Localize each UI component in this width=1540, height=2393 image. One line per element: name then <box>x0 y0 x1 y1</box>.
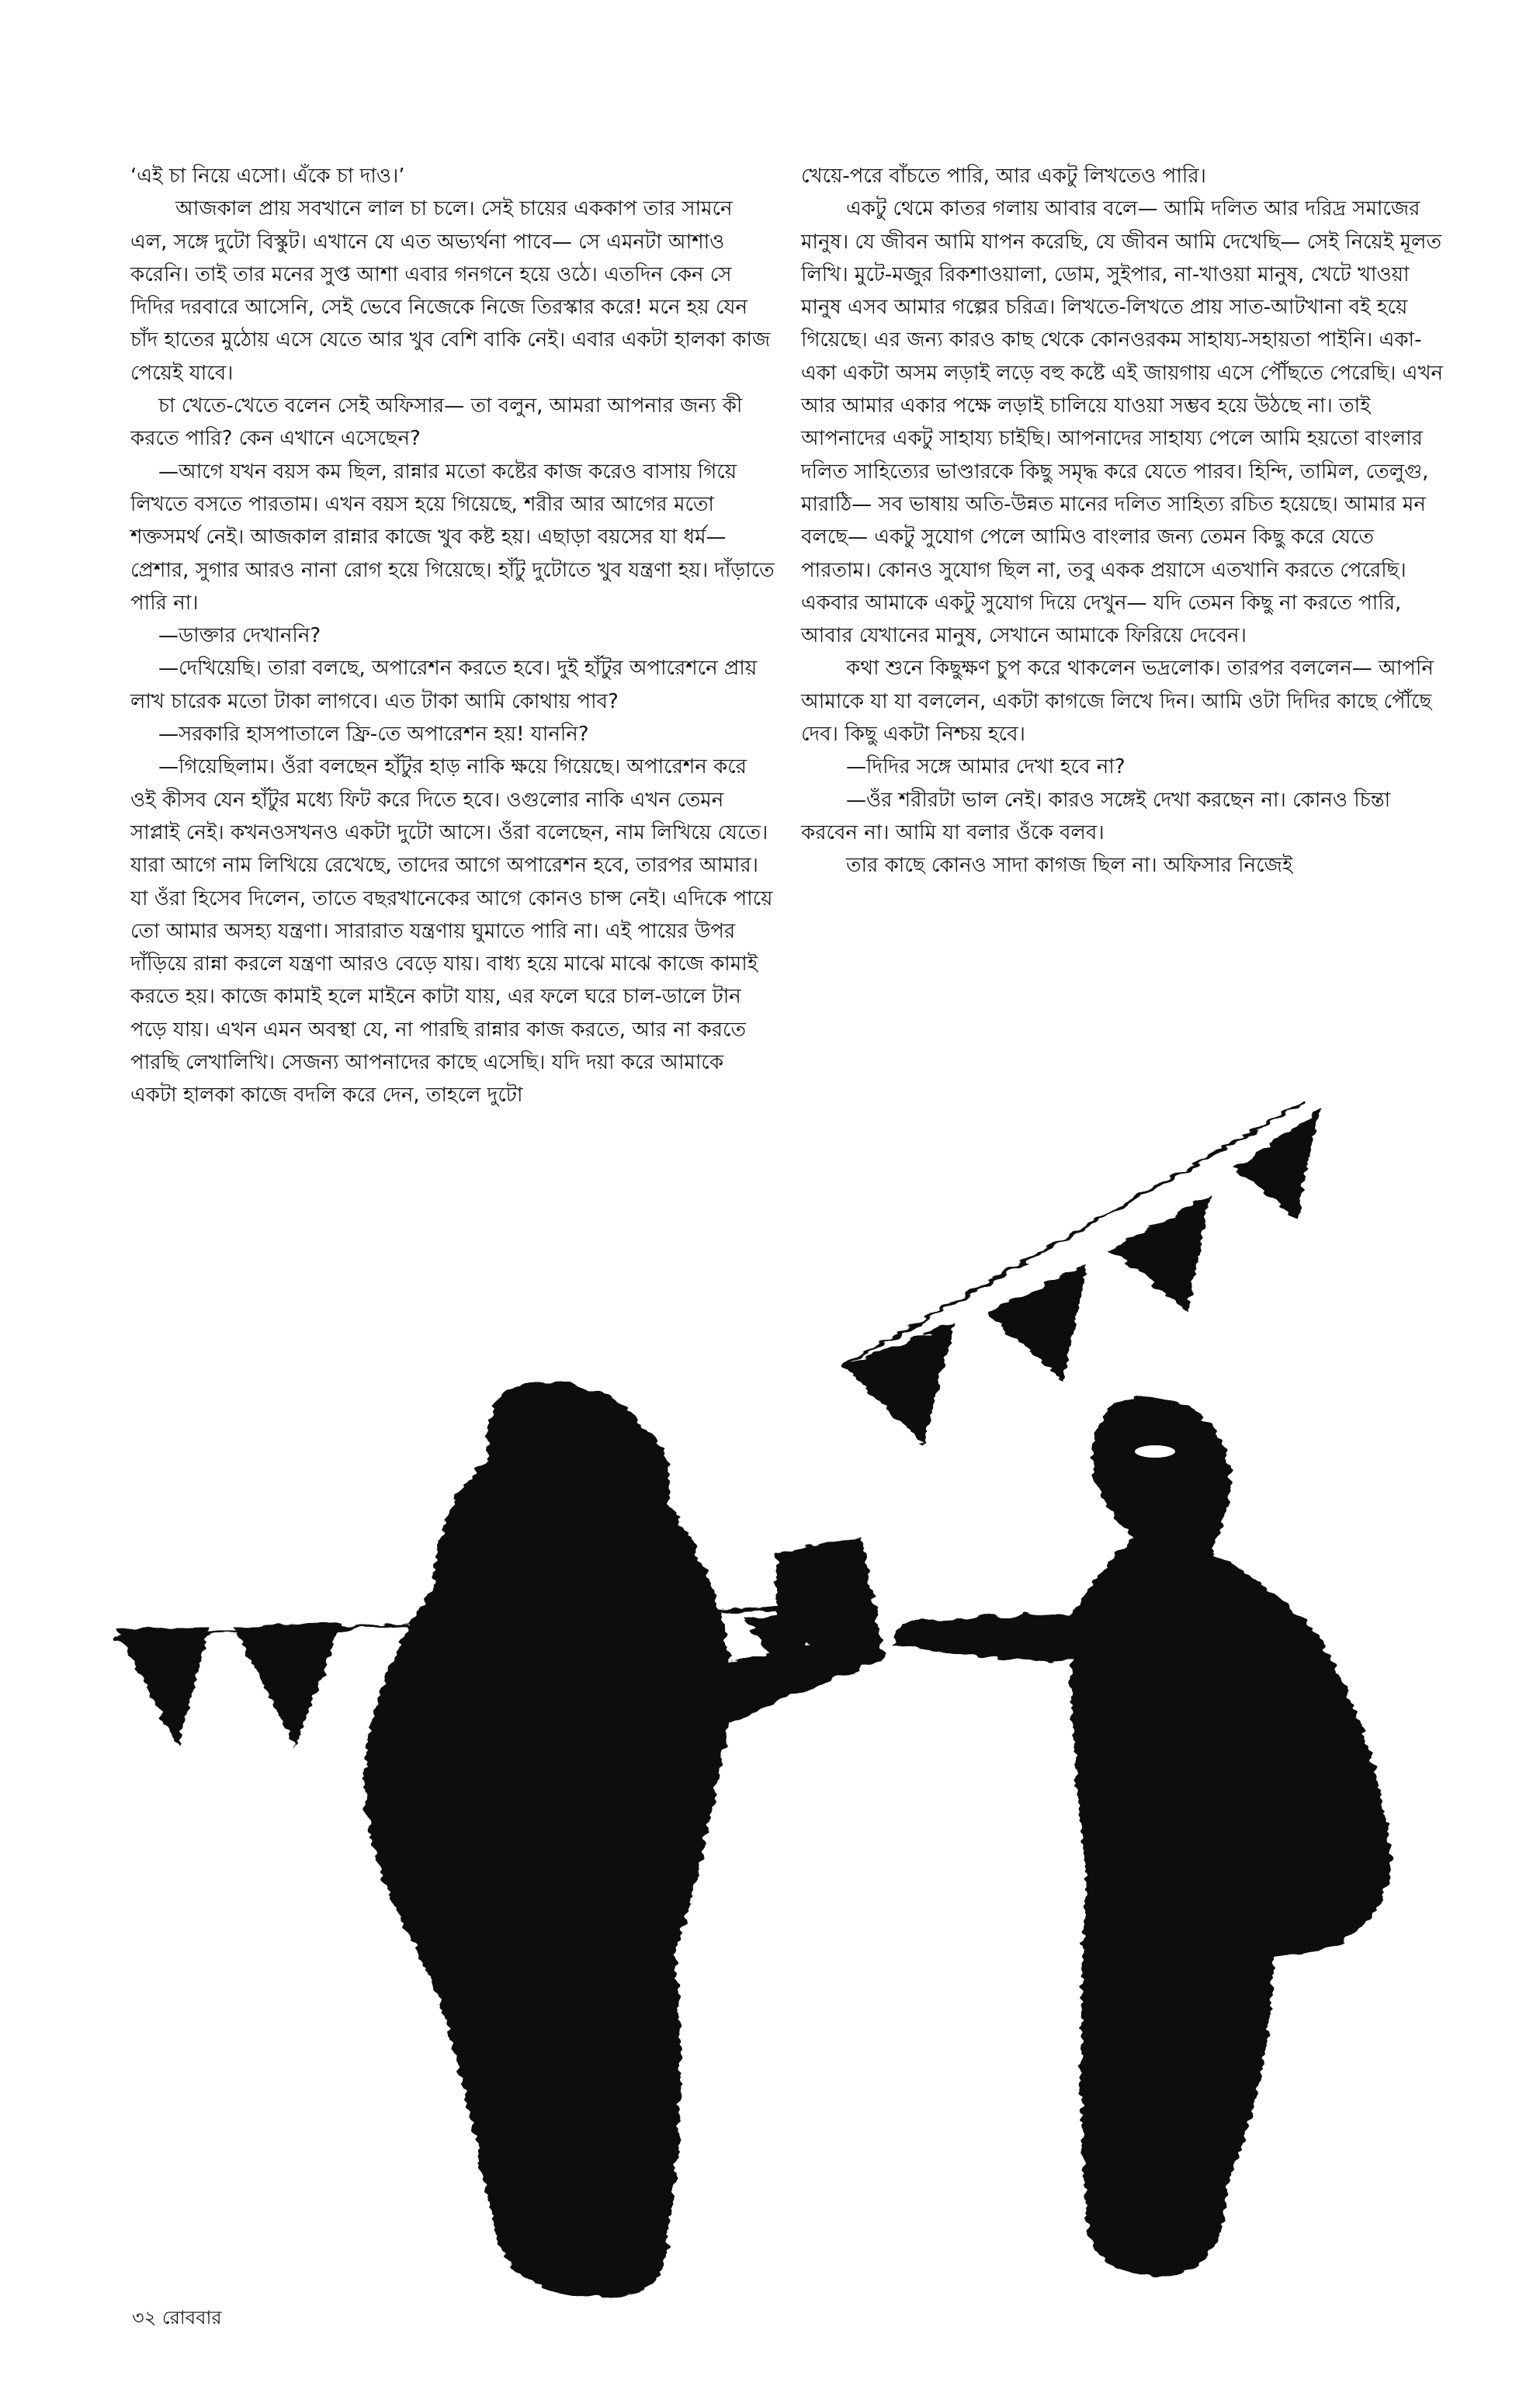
paragraph: —ডাক্তার দেখাননি? <box>158 624 321 648</box>
paragraph: আজকাল প্রায় সবখানে লাল চা চলে। সেই চায়ের এককাপ তার সামনে এল, সঙ্গে দুটো বিস্কুট। এখানে যে এত অভ্যর্থনা পাবে— সে এমনটা আশাও করেনি। তাই তার মনের সুপ্ত আশা এবার গনগনে হয়ে ওঠে। এতদিন কেন সে দিদির দরবারে আসেনি, সেই ভেবে নিজেকে নিজে তিরস্কার করে! মনে হয় যেন চাঁদ হাতের মুঠোয় এসে যেতে আর খুব বেশি বাকি নেই। এবার একটা হালকা কাজ পেয়েই যাবে। <box>130 197 771 385</box>
bunting-flag <box>116 1626 210 1746</box>
man-figure <box>893 1397 1390 2276</box>
bunting-flag <box>1110 1195 1211 1312</box>
paragraph: খেয়ে-পরে বাঁচতে পারি, আর একটু লিখতেও পারি। <box>801 165 1206 188</box>
woman-figure <box>365 1382 862 2298</box>
bunting-flag <box>1234 1110 1320 1219</box>
paragraph: তার কাছে কোনও সাদা কাগজ ছিল না। অফিসার নিজেই <box>846 854 1293 878</box>
paragraph: —ওঁর শরীরটা ভাল নেই। কারও সঙ্গেই দেখা করছেন না। কোনও চিন্তা করবেন না। আমি যা বলার ওঁকে বলব। <box>801 788 1391 844</box>
paragraph: চা খেতে-খেতে বলেন সেই অফিসার— তা বলুন, আমরা আপনার জন্য কী করতে পারি? কেন এখানে এসেছেন? <box>130 394 743 451</box>
bunting-flag <box>233 1622 342 1746</box>
paragraph: —দিদির সঙ্গে আমার দেখা হবে না? <box>846 755 1126 779</box>
paragraph: একটু থেমে কাতর গলায় আবার বলে— আমি দলিত আর দরিদ্র সমাজের মানুষ। যে জীবন আমি যাপন করেছি, যে জীবন আমি দেখেছি— সেই নিয়েই মূলত লিখি। মুটে-মজুর রিকশাওয়ালা, ডোম, সুইপার, না-খাওয়া মানুষ, খেটে খাওয়া মানুষ এসব আমার গল্পের চরিত্র। লিখতে-লিখতে প্রায় সাত-আটখানা বই হয়ে গিয়েছে। এর জন্য কারও কাছ থেকে কোনওরকম সাহায্য-সহায়তা পাইনি। একা-একা একটা অসম লড়াই লড়ে বহু কষ্টে এই জায়গায় এসে পৌঁছতে পেরেছি। এখন আর আমার একার পক্ষে লড়াই চালিয়ে যাওয়া সম্ভব হয়ে উঠছে না। তাই আপনাদের একটু সাহায্য চাইছি। আপনাদের সাহায্য পেলে আমি হয়তো বাংলার দলিত সাহিত্যের ভাণ্ডারকে কিছু সমৃদ্ধ করে যেতে পারব। হিন্দি, তামিল, তেলুগু, মারাঠি— সব ভাষায় অতি-উন্নত মানের দলিত সাহিত্য রচিত হয়েছে। আমার মন বলছে— একটু সুযোগ পেলে আমিও বাংলার জন্য তেমন কিছু করে যেতে পারতাম। কোনও সুযোগ ছিল না, তবু একক প্রয়াসে এতখানি করতে পেরেছি। একবার আমাকে একটু সুযোগ দিয়ে দেখুন— যদি তেমন কিছু না করতে পারি, আবার যেখানের মানুষ, সেখানে আমাকে ফিরিয়ে দেবেন। <box>801 197 1444 648</box>
bunting-flag <box>986 1265 1087 1382</box>
man-eye-mark <box>1135 1445 1175 1458</box>
bunting-flag <box>842 1323 955 1444</box>
paragraph: —দেখিয়েছি। তারা বলছে, অপারেশন করতে হবে। দুই হাঁটুর অপারেশনে প্রায় লাখ চারেক মতো টাকা লাগবে। এত টাকা আমি কোথায় পাব? <box>130 657 758 713</box>
paragraph: —গিয়েছিলাম। ওঁরা বলছেন হাঁটুর হাড় নাকি ক্ষয়ে গিয়েছে। অপারেশন করে ওই কীসব যেন হাঁটুর মধ্যে ফিট করে দিতে হবে। ওগুলোর নাকি এখন তেমন সাপ্লাই নেই। কখনওসখনও একটা দুটো আসে। ওঁরা বলেছেন, নাম লিখিয়ে যেতে। যারা আগে নাম লিখিয়ে রেখেছে, তাদের আগে অপারেশন হবে, তারপর আমার। যা ওঁরা হিসেব দিলেন, তাতে বছরখানেকের আগে কোনও চান্স নেই। এদিকে পায়ে তো আমার অসহ্য যন্ত্রণা। সারারাত যন্ত্রণায় ঘুমাতে পারি না। এই পায়ের উপর দাঁড়িয়ে রান্না করলে যন্ত্রণা আরও বেড়ে যায়। বাধ্য হয়ে মাঝে মাঝে কাজে কামাই করতে হয়। কাজে কামাই হলে মাইনে কাটা যায়, এর ফলে ঘরে চাল-ডালে টান পড়ে যায়। এখন এমন অবস্থা যে, না পারছি রান্নার কাজ করতে, আর না করতে পারছি লেখালিখি। সেজন্য আপনাদের কাছে এসেছি। যদি দয়া করে আমাকে একটা হালকা কাজে বদলি করে দেন, তাহলে দুটো <box>130 755 773 1108</box>
page-folio: ৩২ রোববার <box>132 2307 222 2329</box>
paragraph: —আগে যখন বয়স কম ছিল, রান্নার মতো কষ্টের কাজ করেও বাসায় গিয়ে লিখতে বসতে পারতাম। এখন বয়স হয়ে গিয়েছে, শরীর আর আগের মতো শক্তসমর্থ নেই। আজকাল রান্নার কাজে খুব কষ্ট হয়। এছাড়া বয়সের যা ধর্ম— প্রেশার, সুগার আরও নানা রোগ হয়ে গিয়েছে। হাঁটু দুটোতে খুব যন্ত্রণা হয়। দাঁড়াতে পারি না। <box>130 460 775 615</box>
paragraph: —সরকারি হাসপাতালে ফ্রি-তে অপারেশন হয়! যাননি? <box>158 723 589 747</box>
paragraph: ‘এই চা নিয়ে এসো। এঁকে চা দাও।’ <box>130 165 405 188</box>
paragraph: কথা শুনে কিছুক্ষণ চুপ করে থাকলেন ভদ্রলোক। তারপর বললেন— আপনি আমাকে যা যা বললেন, একটা কাগজে লিখে দিন। আমি ওটা দিদির কাছে পৌঁছে দেব। কিছু একটা নিশ্চয় হবে। <box>801 657 1434 747</box>
